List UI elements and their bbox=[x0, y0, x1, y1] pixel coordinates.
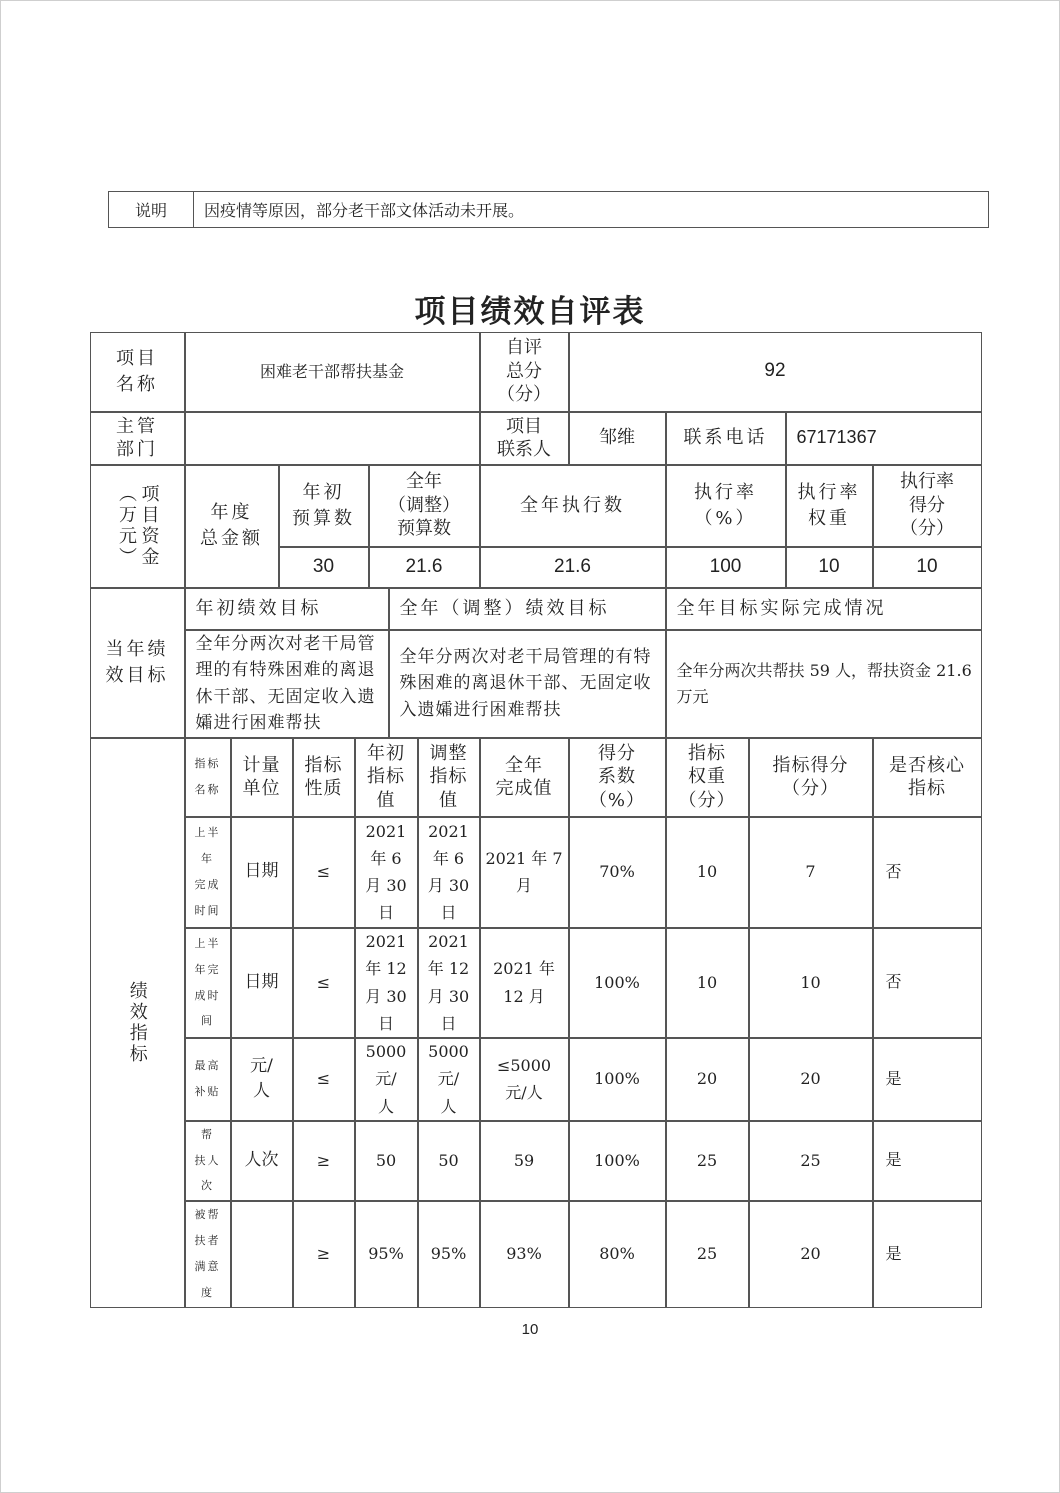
dept-value bbox=[185, 412, 480, 465]
indicator-row-1-name: 上半 年完 成时 间 bbox=[185, 928, 231, 1038]
indicator-row-0-unit: 日期 bbox=[231, 817, 293, 928]
indicator-row-2-core: 是 bbox=[873, 1038, 982, 1121]
funds-header-3: 执行率 （%） bbox=[666, 465, 786, 547]
funds-label: 项目资金（万元） bbox=[116, 484, 160, 568]
indicator-row-4-unit bbox=[231, 1201, 293, 1308]
dept-label: 主管 部门 bbox=[90, 412, 185, 465]
goals-label: 当年绩 效目标 bbox=[90, 588, 185, 738]
indicator-header-nature: 指标 性质 bbox=[293, 738, 355, 817]
funds-header-5: 执行率 得分 （分） bbox=[873, 465, 982, 547]
page-title: 项目绩效自评表 bbox=[414, 294, 646, 330]
funds-value-4: 10 bbox=[786, 547, 873, 588]
phone-label: 联系电话 bbox=[666, 412, 786, 465]
funds-value-0: 30 bbox=[279, 547, 369, 588]
indicator-row-3-nature: ≥ bbox=[293, 1121, 355, 1201]
indicator-row-1-initial: 2021 年 12 月 30 日 bbox=[355, 928, 418, 1038]
contact-value: 邹维 bbox=[569, 412, 666, 465]
indicator-header-initial: 年初 指标 值 bbox=[355, 738, 418, 817]
indicator-header-actual: 全年 完成值 bbox=[480, 738, 569, 817]
indicators-label: 绩效指标 bbox=[126, 980, 148, 1065]
indicator-row-4-nature: ≥ bbox=[293, 1201, 355, 1308]
indicator-row-4-score: 20 bbox=[749, 1201, 873, 1308]
indicator-header-name: 指标 名称 bbox=[185, 738, 231, 817]
indicator-row-1-weight: 10 bbox=[666, 928, 749, 1038]
indicator-row-4-name: 被帮 扶者 满意 度 bbox=[185, 1201, 231, 1308]
goal-actual: 全年分两次共帮扶 59 人，帮扶资金 21.6 万元 bbox=[666, 630, 982, 738]
indicator-row-3-score: 25 bbox=[749, 1121, 873, 1201]
indicator-row-1-core: 否 bbox=[873, 928, 982, 1038]
indicator-row-2-nature: ≤ bbox=[293, 1038, 355, 1121]
funds-header-0: 年初 预算数 bbox=[279, 465, 369, 547]
indicator-row-2-weight: 20 bbox=[666, 1038, 749, 1121]
indicator-row-0-core: 否 bbox=[873, 817, 982, 928]
indicator-row-0-nature: ≤ bbox=[293, 817, 355, 928]
funds-header-1: 全年 （调整） 预算数 bbox=[369, 465, 480, 547]
indicator-row-3-weight: 25 bbox=[666, 1121, 749, 1201]
indicator-row-0-adjusted: 2021 年 6 月 30 日 bbox=[418, 817, 480, 928]
indicator-row-3-core: 是 bbox=[873, 1121, 982, 1201]
indicator-row-1-coef: 100% bbox=[569, 928, 666, 1038]
goals-header-2: 全年目标实际完成情况 bbox=[666, 588, 982, 630]
indicator-header-unit: 计量 单位 bbox=[231, 738, 293, 817]
indicator-row-0-score: 7 bbox=[749, 817, 873, 928]
funds-value-3: 100 bbox=[666, 547, 786, 588]
indicator-row-3-coef: 100% bbox=[569, 1121, 666, 1201]
indicator-row-3-actual: 59 bbox=[480, 1121, 569, 1201]
note-label: 说明 bbox=[109, 192, 194, 228]
indicator-row-0-name: 上半 年 完成 时间 bbox=[185, 817, 231, 928]
indicator-row-4-coef: 80% bbox=[569, 1201, 666, 1308]
indicator-header-adjusted: 调整 指标 值 bbox=[418, 738, 480, 817]
goals-header-0: 年初绩效目标 bbox=[185, 588, 389, 630]
score-value: 92 bbox=[569, 332, 982, 412]
indicator-row-1-adjusted: 2021 年 12 月 30 日 bbox=[418, 928, 480, 1038]
indicator-row-4-actual: 93% bbox=[480, 1201, 569, 1308]
indicator-row-1-actual: 2021 年 12 月 bbox=[480, 928, 569, 1038]
indicator-row-2-name: 最高 补贴 bbox=[185, 1038, 231, 1121]
indicator-row-4-adjusted: 95% bbox=[418, 1201, 480, 1308]
indicator-row-2-score: 20 bbox=[749, 1038, 873, 1121]
indicator-row-3-name: 帮 扶人 次 bbox=[185, 1121, 231, 1201]
project-name: 困难老干部帮扶基金 bbox=[185, 332, 480, 412]
phone-value: 67171367 bbox=[786, 412, 982, 465]
goal-adjusted: 全年分两次对老干局管理的有特殊困难的离退休干部、无固定收入遗孀进行困难帮扶 bbox=[389, 630, 666, 738]
indicator-row-2-initial: 5000 元/ 人 bbox=[355, 1038, 418, 1121]
funds-header-4: 执行率 权重 bbox=[786, 465, 873, 547]
indicator-row-0-actual: 2021 年 7 月 bbox=[480, 817, 569, 928]
indicator-header-score: 指标得分 （分） bbox=[749, 738, 873, 817]
goal-initial: 全年分两次对老干局管理的有特殊困难的离退休干部、无固定收入遗孀进行困难帮扶 bbox=[185, 630, 389, 738]
indicator-row-3-adjusted: 50 bbox=[418, 1121, 480, 1201]
indicator-row-4-weight: 25 bbox=[666, 1201, 749, 1308]
indicator-row-1-nature: ≤ bbox=[293, 928, 355, 1038]
indicator-row-4-initial: 95% bbox=[355, 1201, 418, 1308]
indicator-row-1-unit: 日期 bbox=[231, 928, 293, 1038]
project-name-label: 项目 名称 bbox=[90, 332, 185, 412]
indicator-row-3-unit: 人次 bbox=[231, 1121, 293, 1201]
indicator-row-2-adjusted: 5000 元/ 人 bbox=[418, 1038, 480, 1121]
funds-value-5: 10 bbox=[873, 547, 982, 588]
indicator-header-coef: 得分 系数 （%） bbox=[569, 738, 666, 817]
indicator-row-0-coef: 70% bbox=[569, 817, 666, 928]
indicator-row-1-score: 10 bbox=[749, 928, 873, 1038]
indicator-row-2-unit: 元/ 人 bbox=[231, 1038, 293, 1121]
total-amount-label: 年度 总金额 bbox=[185, 465, 279, 588]
indicator-row-2-actual: ≤5000 元/人 bbox=[480, 1038, 569, 1121]
funds-value-2: 21.6 bbox=[480, 547, 666, 588]
indicator-row-3-initial: 50 bbox=[355, 1121, 418, 1201]
score-label: 自评 总分 （分） bbox=[480, 332, 569, 412]
indicator-row-2-coef: 100% bbox=[569, 1038, 666, 1121]
contact-label: 项目 联系人 bbox=[480, 412, 569, 465]
funds-value-1: 21.6 bbox=[369, 547, 480, 588]
indicator-row-0-initial: 2021 年 6 月 30 日 bbox=[355, 817, 418, 928]
indicator-header-core: 是否核心 指标 bbox=[873, 738, 982, 817]
indicator-header-weight: 指标 权重 （分） bbox=[666, 738, 749, 817]
indicators-label-cell bbox=[90, 738, 185, 1308]
funds-header-2: 全年执行数 bbox=[480, 465, 666, 547]
indicator-row-4-core: 是 bbox=[873, 1201, 982, 1308]
indicator-row-0-weight: 10 bbox=[666, 817, 749, 928]
page-number: 10 bbox=[521, 1321, 539, 1338]
note-text: 因疫情等原因，部分老干部文体活动未开展。 bbox=[194, 192, 989, 228]
goals-header-1: 全年（调整）绩效目标 bbox=[389, 588, 666, 630]
funds-label-cell bbox=[90, 465, 185, 588]
